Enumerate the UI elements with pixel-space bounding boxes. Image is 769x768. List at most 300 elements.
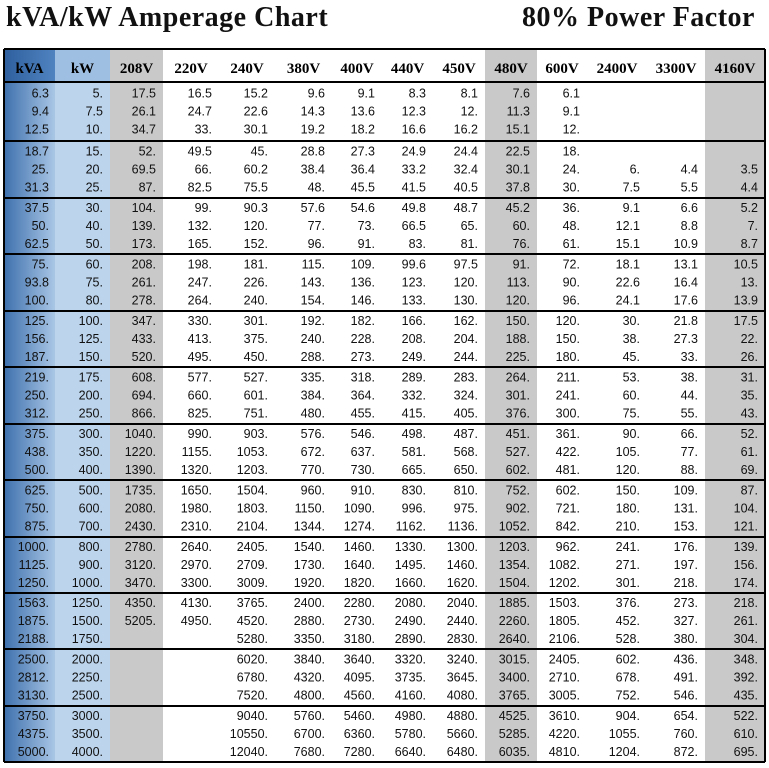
table-cell: 650.: [453, 463, 478, 477]
table-cell: 18.7: [24, 144, 49, 159]
table-cell: 3645.: [446, 670, 478, 685]
table-cell: 75.5: [243, 180, 268, 195]
table-cell: 26.: [740, 350, 758, 364]
table-cell: 278.: [131, 293, 156, 308]
table-cell: 13.1: [673, 257, 698, 272]
table-cell: 109.: [350, 257, 375, 272]
table-cell: 1155.: [181, 445, 212, 459]
table-cell: 4.4: [680, 162, 698, 177]
table-cell: 842.: [555, 519, 580, 534]
table-cell: 1330.: [394, 540, 426, 554]
table-cell: 156.: [733, 558, 758, 572]
table-cell: 752.: [615, 688, 640, 703]
table-cell: 15.: [85, 144, 103, 159]
table-cell: 66.: [680, 427, 698, 441]
table-cell: 66.5: [401, 219, 426, 233]
table-cell: 1750.: [71, 632, 103, 646]
table-cell: 327.: [673, 614, 698, 628]
table-cell: 240.: [300, 332, 325, 346]
table-cell: 721.: [555, 501, 580, 516]
table-cell: 208.: [131, 257, 156, 272]
table-cell: 495.: [187, 350, 212, 364]
table-cell: 136.: [350, 275, 375, 290]
table-cell: 264.: [505, 370, 530, 385]
table-cell: 825.: [187, 406, 212, 421]
table-cell: 1000.: [71, 576, 103, 590]
table-cell: 198.: [187, 257, 212, 272]
table-cell: 150.: [615, 483, 640, 498]
table-cell: 219.: [24, 370, 49, 385]
table-cell: 361.: [555, 427, 580, 441]
table-cell: 3300.: [180, 576, 212, 590]
table-cell: 27.3: [673, 332, 698, 346]
table-cell: 384.: [300, 388, 325, 403]
table-cell: 130.: [453, 293, 478, 308]
table-cell: 30.1: [243, 122, 268, 137]
table-cell: 16.2: [453, 122, 478, 137]
table-cell: 301.: [243, 314, 268, 328]
table-cell: 7.5: [622, 180, 640, 195]
table-cell: 3.5: [740, 162, 758, 177]
table-cell: 218.: [733, 596, 758, 610]
table-cell: 7680.: [293, 745, 325, 759]
table-cell: 625.: [24, 483, 49, 498]
table-cell: 5460.: [343, 709, 375, 723]
table-cell: 72.: [562, 257, 580, 272]
table-cell: 48.: [562, 219, 580, 233]
table-cell: 249.: [401, 350, 426, 364]
table-cell: 60.: [512, 219, 530, 233]
table-cell: 415.: [401, 406, 426, 421]
table-cell: 17.5: [131, 86, 156, 101]
table-cell: 1136.: [447, 519, 478, 534]
table-cell: 1920.: [293, 576, 325, 590]
table-cell: 5285.: [498, 727, 530, 741]
column-header: 440V: [390, 61, 425, 77]
table-cell: 4560.: [343, 688, 375, 703]
table-cell: 14.3: [300, 104, 325, 119]
table-cell: 602.: [555, 483, 580, 498]
table-cell: 6700.: [293, 727, 325, 741]
table-cell: 24.9: [401, 144, 426, 159]
table-cell: 1052.: [498, 519, 530, 534]
table-cell: 12.5: [24, 122, 49, 137]
table-cell: 2040.: [446, 596, 478, 610]
table-cell: 2104.: [236, 519, 268, 534]
table-cell: 3180.: [343, 632, 375, 646]
table-cell: 2710.: [548, 670, 580, 685]
table-cell: 380.: [673, 632, 698, 646]
table-cell: 300.: [555, 406, 580, 421]
table-cell: 60.: [622, 388, 640, 403]
table-cell: 75.: [31, 257, 49, 272]
table-cell: 43.: [740, 406, 758, 421]
table-cell: 36.: [562, 201, 580, 215]
table-cell: 546.: [673, 688, 698, 703]
table-cell: 87.: [740, 483, 758, 498]
table-cell: 1563.: [17, 596, 49, 610]
table-cell: 4220.: [548, 727, 580, 741]
table-cell: 1660.: [394, 576, 426, 590]
table-cell: 830.: [401, 483, 426, 498]
table-cell: 3500.: [71, 727, 103, 741]
table-cell: 244.: [453, 350, 478, 364]
table-cell: 28.8: [300, 144, 325, 159]
table-cell: 10.9: [673, 237, 698, 251]
table-cell: 13.: [740, 275, 758, 290]
table-cell: 125.: [24, 314, 49, 328]
table-cell: 16.4: [673, 275, 698, 290]
table-cell: 15.1: [615, 237, 640, 251]
table-cell: 2280.: [343, 596, 375, 610]
table-cell: 45.2: [505, 201, 530, 215]
table-cell: 695.: [733, 745, 758, 759]
table-cell: 11.3: [506, 104, 530, 119]
column-header: 600V: [545, 61, 579, 77]
table-cell: 1803.: [236, 501, 268, 516]
table-cell: 1730.: [293, 558, 325, 572]
table-cell: 1150.: [294, 501, 325, 516]
table-cell: 40.: [85, 219, 103, 233]
table-cell: 73.: [357, 219, 375, 233]
table-cell: 1504.: [236, 483, 268, 498]
table-cell: 750.: [24, 501, 49, 516]
table-cell: 66.: [194, 162, 212, 177]
table-cell: 1300.: [446, 540, 478, 554]
table-cell: 2000.: [71, 652, 103, 667]
table-cell: 3009.: [236, 576, 268, 590]
table-cell: 400.: [78, 463, 103, 477]
table-cell: 45.: [622, 350, 640, 364]
table-cell: 455.: [350, 406, 375, 421]
table-cell: 4950.: [180, 614, 212, 628]
table-cell: 18.: [562, 144, 580, 159]
table-cell: 36.4: [350, 162, 375, 177]
table-cell: 88.: [680, 463, 698, 477]
table-cell: 80.: [85, 293, 103, 308]
table-cell: 904.: [615, 709, 640, 723]
table-cell: 154.: [300, 293, 325, 308]
table-cell: 318.: [350, 370, 375, 385]
table-cell: 104.: [131, 201, 156, 215]
table-cell: 22.5: [505, 144, 530, 159]
table-cell: 3130.: [17, 688, 49, 703]
table-cell: 61.: [562, 237, 580, 251]
table-cell: 810.: [453, 483, 478, 498]
table-cell: 175.: [78, 370, 103, 385]
table-cell: 300.: [78, 427, 103, 441]
table-cell: 1503.: [548, 596, 580, 610]
table-cell: 1540.: [293, 540, 325, 554]
table-cell: 143.: [300, 275, 325, 290]
table-cell: 55.: [680, 406, 698, 421]
table-cell: 21.8: [673, 314, 698, 328]
table-cell: 120.: [615, 463, 640, 477]
table-cell: 26.1: [131, 104, 156, 119]
table-cell: 452.: [615, 614, 640, 628]
table-cell: 48.7: [453, 201, 478, 215]
table-cell: 1250.: [71, 596, 103, 610]
table-cell: 1125.: [18, 558, 49, 572]
table-cell: 1885.: [498, 596, 530, 610]
table-cell: 6.1: [562, 86, 580, 101]
table-cell: 121.: [733, 519, 758, 534]
table-cell: 104.: [733, 501, 758, 516]
table-cell: 176.: [673, 540, 698, 554]
table-cell: 22.: [740, 332, 758, 346]
table-cell: 77.: [680, 445, 698, 459]
table-cell: 581.: [401, 445, 426, 459]
table-cell: 289.: [401, 370, 426, 385]
table-cell: 990.: [187, 427, 212, 441]
table-cell: 2400.: [293, 596, 325, 610]
table-cell: 30.: [85, 201, 103, 215]
table-cell: 1650.: [180, 483, 212, 498]
table-cell: 375.: [24, 427, 49, 441]
table-cell: 751.: [243, 406, 268, 421]
table-cell: 7.: [747, 219, 758, 233]
table-cell: 9.1: [562, 104, 580, 119]
table-cell: 218.: [673, 576, 698, 590]
table-cell: 3640.: [343, 652, 375, 667]
table-cell: 5000.: [17, 745, 49, 759]
table-cell: 8.1: [460, 86, 478, 101]
table-cell: 9.4: [31, 104, 49, 119]
table-cell: 376.: [505, 406, 530, 421]
table-cell: 165.: [187, 237, 212, 251]
table-cell: 25.: [31, 162, 49, 177]
table-cell: 33.: [194, 122, 212, 137]
table-cell: 3470.: [124, 576, 156, 590]
column-header: 240V: [230, 61, 264, 77]
table-cell: 1082.: [548, 558, 580, 572]
table-cell: 120.: [453, 275, 478, 290]
table-cell: 4880.: [446, 709, 478, 723]
column-header: 3300V: [655, 61, 697, 77]
table-cell: 17.5: [733, 314, 758, 328]
table-cell: 665.: [401, 463, 426, 477]
table-cell: 273.: [673, 596, 698, 610]
table-cell: 1390.: [124, 463, 156, 477]
table-cell: 31.3: [24, 180, 49, 195]
table-cell: 312.: [24, 406, 49, 421]
table-cell: 283.: [453, 370, 478, 385]
table-cell: 113.: [506, 275, 530, 290]
table-cell: 97.5: [453, 257, 478, 272]
table-cell: 335.: [300, 370, 325, 385]
table-cell: 37.8: [505, 180, 530, 195]
table-cell: 3735.: [394, 670, 426, 685]
table-cell: 61.: [740, 445, 758, 459]
table-cell: 3840.: [293, 652, 325, 667]
table-cell: 41.5: [401, 180, 426, 195]
table-cell: 5660.: [446, 727, 478, 741]
table-cell: 32.4: [453, 162, 478, 177]
table-cell: 49.5: [187, 144, 212, 159]
table-cell: 3400.: [498, 670, 530, 685]
table-cell: 146.: [350, 293, 375, 308]
column-header: 480V: [494, 61, 528, 77]
table-cell: 76.: [512, 237, 530, 251]
table-cell: 700.: [78, 519, 103, 534]
table-cell: 872.: [673, 745, 698, 759]
table-cell: 975.: [453, 501, 478, 516]
table-cell: 324.: [453, 388, 478, 403]
table-cell: 2250.: [71, 670, 103, 685]
table-cell: 197.: [673, 558, 698, 572]
table-cell: 996.: [401, 501, 426, 516]
table-cell: 4095.: [343, 670, 375, 685]
table-cell: 27.3: [350, 144, 375, 159]
table-cell: 5.2: [740, 201, 758, 215]
table-cell: 96.: [307, 237, 325, 251]
table-cell: 48.: [307, 180, 325, 195]
table-cell: 348.: [733, 652, 758, 667]
table-cell: 75.: [622, 406, 640, 421]
table-cell: 405.: [453, 406, 478, 421]
table-cell: 81.: [460, 237, 478, 251]
table-cell: 568.: [453, 445, 478, 459]
table-cell: 1040.: [124, 427, 156, 441]
table-cell: 2830.: [446, 632, 478, 646]
table-cell: 1805.: [548, 614, 580, 628]
table-cell: 250.: [78, 406, 103, 421]
table-cell: 6360.: [343, 727, 375, 741]
table-cell: 13.6: [350, 104, 375, 119]
table-cell: 5780.: [394, 727, 426, 741]
table-cell: 3320.: [394, 652, 426, 667]
table-cell: 87.: [138, 180, 156, 195]
table-cell: 5760.: [293, 709, 325, 723]
table-cell: 1220.: [124, 445, 156, 459]
table-cell: 8.8: [680, 219, 698, 233]
table-cell: 150.: [505, 314, 530, 328]
table-cell: 900.: [78, 558, 103, 572]
table-cell: 12040.: [229, 745, 268, 759]
table-cell: 180.: [615, 501, 640, 516]
table-cell: 45.: [250, 144, 268, 159]
table-cell: 6.3: [31, 86, 49, 101]
table-cell: 3750.: [17, 709, 49, 723]
table-cell: 2730.: [343, 614, 375, 628]
table-cell: 4000.: [71, 745, 103, 759]
table-cell: 2640.: [180, 540, 212, 554]
table-cell: 422.: [555, 445, 580, 459]
table-cell: 527.: [505, 445, 530, 459]
table-cell: 527.: [243, 370, 268, 385]
table-cell: 1000.: [17, 540, 49, 554]
table-cell: 903.: [243, 427, 268, 441]
table-cell: 153.: [673, 519, 698, 534]
table-cell: 69.: [740, 463, 758, 477]
table-cell: 77.: [307, 219, 325, 233]
table-cell: 608.: [131, 370, 156, 385]
table-cell: 480.: [300, 406, 325, 421]
table-cell: 875.: [24, 519, 49, 534]
table-cell: 12.: [562, 122, 580, 137]
table-cell: 451.: [505, 427, 530, 441]
column-header: 2400V: [596, 61, 638, 77]
table-cell: 1203.: [498, 540, 530, 554]
table-cell: 50.: [31, 219, 49, 233]
table-cell: 100.: [24, 293, 49, 308]
table-cell: 392.: [733, 670, 758, 685]
table-cell: 133.: [401, 293, 426, 308]
table-cell: 304.: [733, 632, 758, 646]
table-cell: 93.8: [24, 275, 49, 290]
table-cell: 120.: [555, 314, 580, 328]
table-cell: 1460.: [343, 540, 375, 554]
table-cell: 38.4: [300, 162, 325, 177]
table-cell: 69.5: [131, 162, 156, 177]
table-cell: 162.: [453, 314, 478, 328]
table-cell: 330.: [187, 314, 212, 328]
table-cell: 210.: [615, 519, 640, 534]
table-cell: 1202.: [548, 576, 580, 590]
table-cell: 577.: [187, 370, 212, 385]
table-cell: 52.: [740, 427, 758, 441]
table-cell: 120.: [505, 293, 530, 308]
table-cell: 17.6: [673, 293, 698, 308]
table-cell: 4520.: [236, 614, 268, 628]
table-cell: 18.2: [350, 122, 375, 137]
table-cell: 350.: [78, 445, 103, 459]
table-cell: 332.: [401, 388, 426, 403]
table-cell: 30.: [562, 180, 580, 195]
table-cell: 2080.: [394, 596, 426, 610]
table-cell: 109.: [673, 483, 698, 498]
table-cell: 347.: [131, 314, 156, 328]
table-cell: 1053.: [236, 445, 268, 459]
table-cell: 187.: [24, 350, 49, 364]
table-cell: 4160.: [394, 688, 426, 703]
table-cell: 83.: [408, 237, 426, 251]
table-cell: 1495.: [394, 558, 426, 572]
table-cell: 2405.: [236, 540, 268, 554]
table-cell: 225.: [505, 350, 530, 364]
table-cell: 22.6: [243, 104, 268, 119]
table-cell: 546.: [350, 427, 375, 441]
table-cell: 2640.: [498, 632, 530, 646]
table-cell: 498.: [401, 427, 426, 441]
table-cell: 3765.: [236, 596, 268, 610]
table-cell: 4810.: [548, 745, 580, 759]
table-cell: 1090.: [343, 501, 375, 516]
table-cell: 5280.: [236, 632, 268, 646]
table-cell: 96.: [562, 293, 580, 308]
table-cell: 1274.: [343, 519, 375, 534]
table-cell: 12.1: [615, 219, 640, 233]
table-cell: 182.: [350, 314, 375, 328]
table-cell: 19.2: [300, 122, 325, 137]
table-cell: 100.: [78, 314, 103, 328]
table-cell: 435.: [733, 688, 758, 703]
table-cell: 261.: [733, 614, 758, 628]
table-cell: 5.: [92, 86, 103, 101]
table-cell: 4.4: [740, 180, 758, 195]
table-cell: 4320.: [293, 670, 325, 685]
table-cell: 1504.: [498, 576, 530, 590]
table-cell: 13.9: [733, 293, 758, 308]
table-cell: 192.: [300, 314, 325, 328]
table-cell: 637.: [350, 445, 375, 459]
table-cell: 3240.: [446, 652, 478, 667]
table-cell: 6035.: [498, 745, 530, 759]
table-cell: 2106.: [548, 632, 580, 646]
table-cell: 610.: [733, 727, 758, 741]
table-cell: 24.: [562, 162, 580, 177]
table-cell: 20.: [85, 162, 103, 177]
